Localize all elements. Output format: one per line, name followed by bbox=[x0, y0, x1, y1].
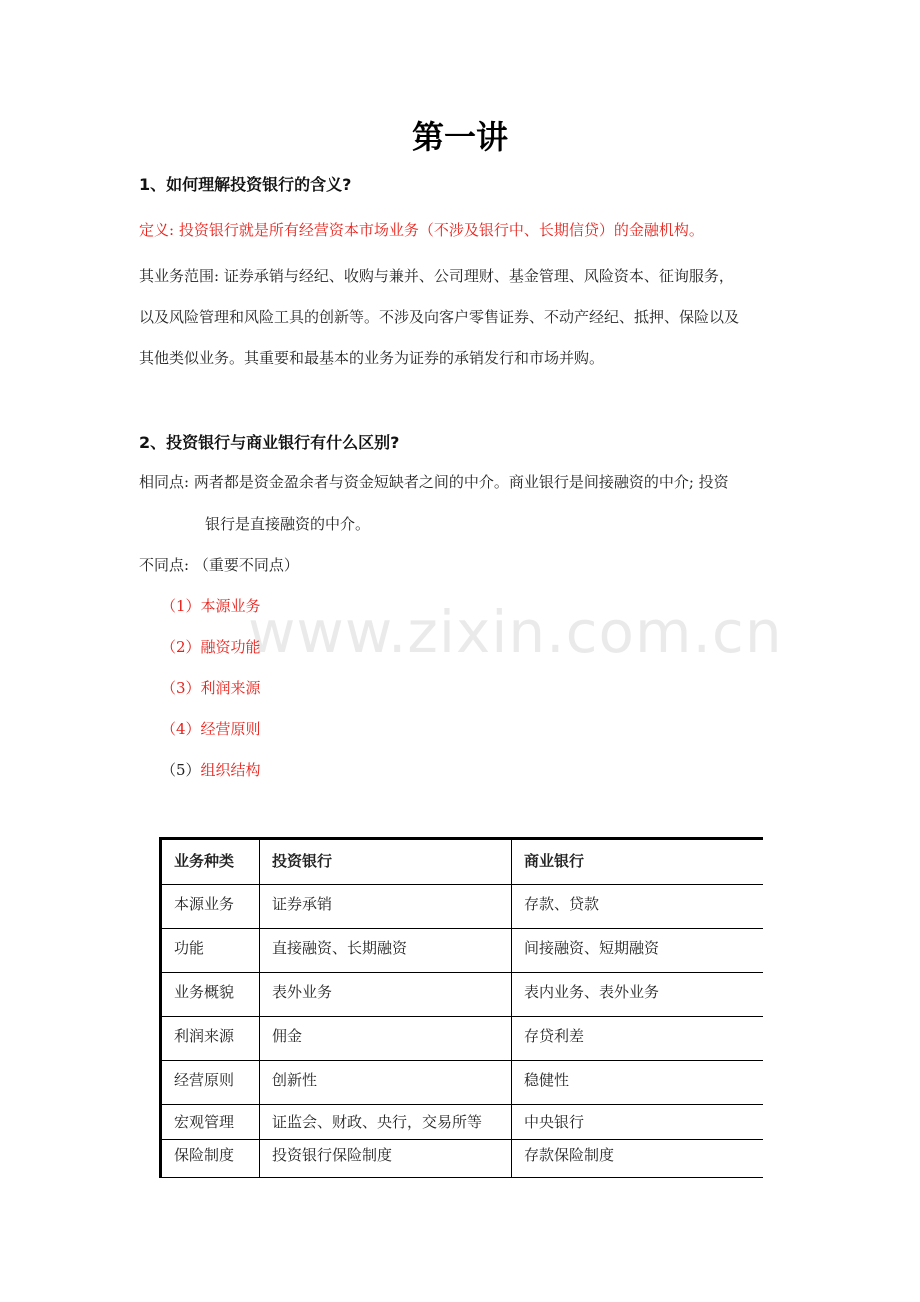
scope-line-1: 其业务范围: 证券承销与经纪、收购与兼并、公司理财、基金管理、风险资本、征询服务， bbox=[139, 267, 734, 285]
table-header-cell: 投资银行 bbox=[260, 839, 512, 885]
table-cell: 保险制度 bbox=[161, 1140, 260, 1178]
table-cell: 证券承销 bbox=[260, 885, 512, 929]
table-cell: 投资银行保险制度 bbox=[260, 1140, 512, 1178]
table-cell: 稳健性 bbox=[512, 1061, 763, 1105]
difference-item-text: 本源业务 bbox=[200, 597, 261, 615]
difference-item-text: 利润来源 bbox=[200, 679, 261, 697]
difference-item-number: （3） bbox=[161, 679, 201, 697]
difference-item-number: （5） bbox=[161, 761, 201, 779]
definition-text: 定义: 投资银行就是所有经营资本市场业务（不涉及银行中、长期信贷）的金融机构。 bbox=[139, 221, 704, 239]
difference-item-number: （2） bbox=[161, 638, 201, 656]
table-row bbox=[161, 1017, 763, 1061]
table-row bbox=[161, 1061, 763, 1105]
scope-line-3: 其他类似业务。其重要和最基本的业务为证券的承销发行和市场并购。 bbox=[139, 349, 605, 367]
table-cell: 宏观管理 bbox=[161, 1105, 260, 1140]
table-row bbox=[161, 885, 763, 929]
scope-line-2: 以及风险管理和风险工具的创新等。不涉及向客户零售证券、不动产经纪、抵押、保险以及 bbox=[139, 308, 740, 326]
watermark: www.zixin.com.cn bbox=[248, 598, 783, 666]
table-cell: 经营原则 bbox=[161, 1061, 260, 1105]
table-row bbox=[161, 1140, 763, 1178]
table-cell: 本源业务 bbox=[161, 885, 260, 929]
table-cell: 表内业务、表外业务 bbox=[512, 973, 763, 1017]
difference-item bbox=[161, 595, 261, 616]
table-row bbox=[161, 1105, 763, 1140]
similarity-line-1: 相同点: 两者都是资金盈余者与资金短缺者之间的中介。商业银行是间接融资的中介; 投资 bbox=[139, 473, 729, 491]
table-cell: 创新性 bbox=[260, 1061, 512, 1105]
difference-item-number: （4） bbox=[161, 720, 201, 738]
comparison-table bbox=[159, 837, 763, 1178]
page-title: 第一讲 bbox=[411, 118, 508, 156]
table-cell: 业务概貌 bbox=[161, 973, 260, 1017]
difference-item bbox=[161, 636, 261, 657]
table-cell: 利润来源 bbox=[161, 1017, 260, 1061]
table-cell: 证监会、财政、央行，交易所等 bbox=[260, 1105, 512, 1140]
table-cell: 佣金 bbox=[260, 1017, 512, 1061]
difference-item-text: 融资功能 bbox=[200, 638, 261, 656]
table-cell: 间接融资、短期融资 bbox=[512, 929, 763, 973]
difference-item bbox=[161, 677, 261, 698]
table-cell: 表外业务 bbox=[260, 973, 512, 1017]
question-2-heading: 2、投资银行与商业银行有什么区别? bbox=[139, 433, 400, 452]
table-row bbox=[161, 929, 763, 973]
question-1-heading: 1、如何理解投资银行的含义? bbox=[139, 175, 352, 194]
difference-item-text: 经营原则 bbox=[200, 720, 261, 738]
difference-label: 不同点: （重要不同点） bbox=[139, 556, 299, 574]
table-cell: 存贷利差 bbox=[512, 1017, 763, 1061]
table-header-cell: 商业银行 bbox=[512, 839, 763, 885]
table-cell: 存款、贷款 bbox=[512, 885, 763, 929]
difference-item-text: 组织结构 bbox=[200, 761, 261, 779]
difference-item bbox=[161, 718, 261, 739]
table-cell: 直接融资、长期融资 bbox=[260, 929, 512, 973]
table-row bbox=[161, 973, 763, 1017]
similarity-line-2: 银行是直接融资的中介。 bbox=[205, 515, 371, 533]
table-cell: 功能 bbox=[161, 929, 260, 973]
table-header-row bbox=[161, 839, 763, 885]
table-cell: 存款保险制度 bbox=[512, 1140, 763, 1178]
table-cell: 中央银行 bbox=[512, 1105, 763, 1140]
table-header-cell: 业务种类 bbox=[161, 839, 260, 885]
difference-item bbox=[161, 759, 261, 780]
difference-item-number: （1） bbox=[161, 597, 201, 615]
